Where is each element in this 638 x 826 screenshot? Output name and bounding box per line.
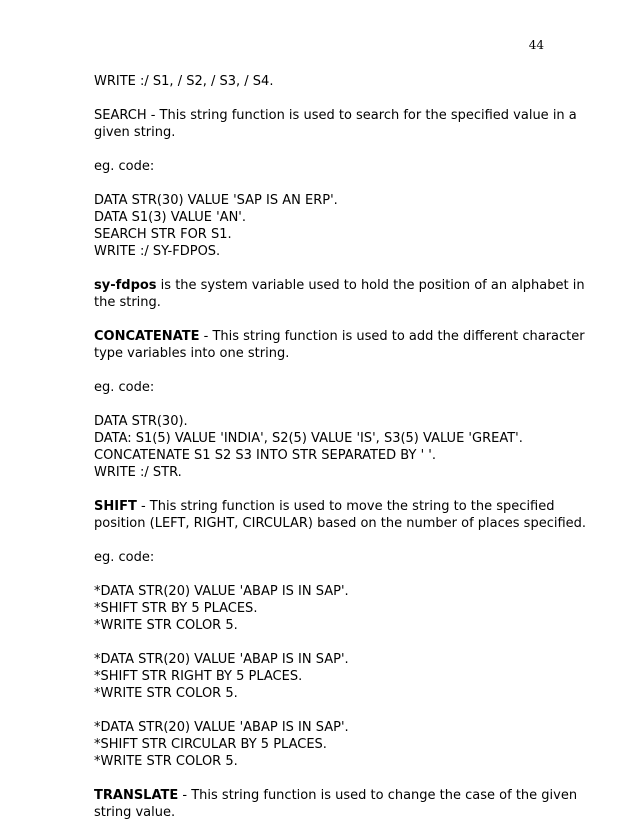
code-line: DATA S1(3) VALUE 'AN'. bbox=[94, 210, 247, 225]
example-label: eg. code: bbox=[94, 550, 155, 565]
concatenate-description-line bbox=[94, 328, 584, 345]
keyword-translate: TRANSLATE bbox=[94, 788, 179, 803]
code-line: *SHIFT STR BY 5 PLACES. bbox=[94, 601, 258, 616]
code-line: DATA STR(30) VALUE 'SAP IS AN ERP'. bbox=[94, 193, 338, 208]
translate-description-line: string value. bbox=[94, 805, 176, 820]
page-number: 44 bbox=[528, 38, 544, 52]
concatenate-description-line: type variables into one string. bbox=[94, 346, 290, 361]
translate-text: - This string function is used to change the case of the given bbox=[178, 788, 578, 803]
fdpos-description-line bbox=[94, 277, 584, 294]
code-line: *DATA STR(20) VALUE 'ABAP IS IN SAP'. bbox=[94, 584, 349, 599]
code-line: *WRITE STR COLOR 5. bbox=[94, 686, 238, 701]
search-description-line: SEARCH - This string function is used to search for the specified value in a bbox=[94, 108, 577, 123]
code-line: *WRITE STR COLOR 5. bbox=[94, 754, 238, 769]
code-line: *DATA STR(20) VALUE 'ABAP IS IN SAP'. bbox=[94, 652, 349, 667]
example-label: eg. code: bbox=[94, 159, 155, 174]
fdpos-description-line: the string. bbox=[94, 295, 161, 310]
code-line: WRITE :/ S1, / S2, / S3, / S4. bbox=[94, 74, 274, 89]
code-line: WRITE :/ STR. bbox=[94, 465, 182, 480]
fdpos-text: is the system variable used to hold the position of an alphabet in bbox=[156, 278, 585, 293]
keyword-shift: SHIFT bbox=[94, 499, 137, 514]
code-line: CONCATENATE S1 S2 S3 INTO STR SEPARATED BY ' '. bbox=[94, 448, 436, 463]
concatenate-text: - This string function is used to add the different character bbox=[199, 329, 585, 344]
shift-description-line bbox=[94, 498, 584, 515]
keyword-concatenate: CONCATENATE bbox=[94, 329, 200, 344]
document-body bbox=[94, 73, 587, 821]
code-line: *WRITE STR COLOR 5. bbox=[94, 618, 238, 633]
code-line: DATA: S1(5) VALUE 'INDIA', S2(5) VALUE 'IS', S3(5) VALUE 'GREAT'. bbox=[94, 431, 523, 446]
shift-text: - This string function is used to move the string to the specified bbox=[136, 499, 555, 514]
code-line: *SHIFT STR RIGHT BY 5 PLACES. bbox=[94, 669, 303, 684]
code-line: WRITE :/ SY-FDPOS. bbox=[94, 244, 221, 259]
code-line: SEARCH STR FOR S1. bbox=[94, 227, 232, 242]
keyword-fdpos: sy-fdpos bbox=[94, 278, 157, 293]
example-label: eg. code: bbox=[94, 380, 155, 395]
shift-description-line: position (LEFT, RIGHT, CIRCULAR) based on the number of places specified. bbox=[94, 516, 587, 531]
search-description-line: given string. bbox=[94, 125, 176, 140]
code-line: DATA STR(30). bbox=[94, 414, 188, 429]
code-line: *DATA STR(20) VALUE 'ABAP IS IN SAP'. bbox=[94, 720, 349, 735]
code-line: *SHIFT STR CIRCULAR BY 5 PLACES. bbox=[94, 737, 327, 752]
translate-description-line bbox=[94, 787, 584, 804]
